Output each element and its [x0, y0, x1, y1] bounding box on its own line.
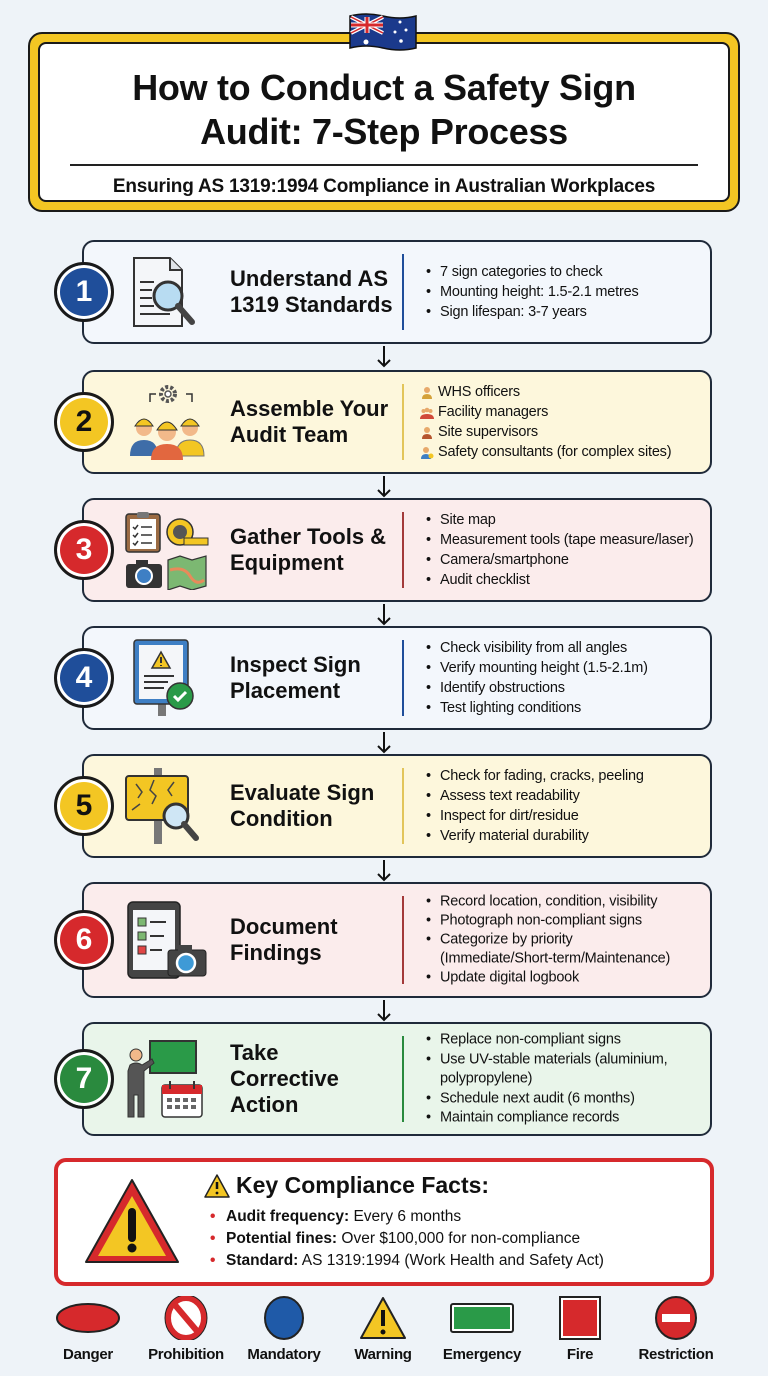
step-number-badge: 5 — [54, 776, 114, 836]
step-divider — [402, 384, 404, 460]
warning-sign-icon — [359, 1296, 407, 1340]
list-item: • Verify material durability — [424, 826, 709, 846]
list-item: • Replace non-compliant signs — [424, 1030, 709, 1050]
step-number-badge: 2 — [54, 392, 114, 452]
legend-item-restriction: Restriction — [626, 1296, 726, 1363]
emergency-sign-icon — [449, 1296, 515, 1340]
list-item: • Measurement tools (tape measure/laser) — [424, 530, 709, 550]
list-item: Safety consultants (for complex sites) — [420, 442, 705, 462]
list-item: • Site map — [424, 510, 709, 530]
list-item: • Inspect for dirt/residue — [424, 806, 709, 826]
arrow-down-icon — [376, 476, 392, 498]
consultant-icon — [420, 445, 434, 459]
title-line-1: How to Conduct a Safety Sign — [132, 67, 636, 108]
legend-item-mandatory: Mandatory — [234, 1296, 334, 1363]
document-magnifier-icon — [124, 252, 210, 332]
list-item: • Potential fines: Over $100,000 for non-compliance — [208, 1228, 604, 1250]
supervisor-icon — [420, 425, 434, 439]
step-5-card — [75, 754, 712, 858]
step-4-card — [75, 626, 712, 730]
list-item: • Check visibility from all angles — [424, 638, 709, 658]
header-banner — [28, 32, 740, 212]
step-number-badge: 1 — [54, 262, 114, 322]
title-line-2: Audit: 7-Step Process — [200, 111, 568, 152]
step-2-card — [75, 370, 712, 474]
step-divider — [402, 640, 404, 716]
tablet-checklist-camera-icon — [124, 900, 210, 980]
prohibition-sign-icon — [164, 1296, 208, 1340]
step-title: Assemble Your Audit Team — [230, 396, 389, 447]
step-title: Understand AS 1319 Standards — [230, 266, 393, 317]
arrow-down-icon — [376, 604, 392, 626]
list-item: • Test lighting conditions — [424, 698, 709, 718]
facts-list — [208, 1206, 604, 1272]
list-item: • Record location, condition, visibility — [424, 893, 709, 912]
list-item: • Mounting height: 1.5-2.1 metres — [424, 282, 709, 302]
list-item: • Categorize by priority (Immediate/Short-term/Maintenance) — [424, 931, 689, 969]
key-compliance-facts — [54, 1158, 714, 1286]
step-bullets — [424, 766, 709, 846]
list-item: • Update digital logbook — [424, 969, 709, 988]
step-divider — [402, 512, 404, 588]
group-icon — [420, 405, 434, 419]
worker-icon — [420, 385, 434, 399]
arrow-down-icon — [376, 1000, 392, 1022]
legend-item-warning: Warning — [333, 1296, 433, 1363]
list-item: • Assess text readability — [424, 786, 709, 806]
step-7-card — [75, 1022, 712, 1136]
list-item: • Photograph non-compliant signs — [424, 912, 709, 931]
small-warning-icon — [204, 1174, 230, 1198]
step-bullets — [424, 510, 709, 590]
step-title: Take Corrective Action — [230, 1040, 339, 1117]
list-item: • Verify mounting height (1.5-2.1m) — [424, 658, 709, 678]
list-item: • Audit frequency: Every 6 months — [208, 1206, 604, 1228]
list-item: • Camera/smartphone — [424, 550, 709, 570]
arrow-down-icon — [376, 346, 392, 368]
step-title: Inspect Sign Placement — [230, 652, 361, 703]
list-item: Facility managers — [420, 402, 705, 422]
step-bullets — [420, 382, 705, 462]
list-item: Site supervisors — [420, 422, 705, 442]
step-bullets — [424, 1030, 709, 1128]
step-divider — [402, 254, 404, 330]
step-title: Gather Tools & Equipment — [230, 524, 387, 575]
arrow-down-icon — [376, 860, 392, 882]
step-bullets — [424, 262, 709, 322]
legend-item-danger: Danger — [38, 1296, 138, 1363]
step-number-badge: 3 — [54, 520, 114, 580]
restriction-sign-icon — [654, 1296, 698, 1340]
cracked-sign-magnifier-icon — [124, 766, 210, 846]
list-item: • Audit checklist — [424, 570, 709, 590]
danger-sign-icon — [55, 1296, 121, 1340]
list-item: • Standard: AS 1319:1994 (Work Health and Safety Act) — [208, 1250, 604, 1272]
fire-sign-icon — [558, 1296, 602, 1340]
arrow-down-icon — [376, 732, 392, 754]
step-bullets — [424, 893, 709, 988]
legend-item-emergency: Emergency — [432, 1296, 532, 1363]
step-bullets — [424, 638, 709, 718]
list-item: WHS officers — [420, 382, 705, 402]
legend-item-prohibition: Prohibition — [136, 1296, 236, 1363]
australia-flag-icon — [348, 12, 418, 52]
list-item: • Check for fading, cracks, peeling — [424, 766, 709, 786]
step-title: Document Findings — [230, 914, 338, 965]
title-divider — [70, 164, 698, 166]
step-number-badge: 7 — [54, 1049, 114, 1109]
team-hardhat-gear-icon — [124, 382, 210, 462]
list-item: • Schedule next audit (6 months) — [424, 1089, 709, 1109]
step-divider — [402, 768, 404, 844]
legend-item-fire: Fire — [530, 1296, 630, 1363]
warning-triangle-icon — [82, 1176, 182, 1268]
step-number-badge: 6 — [54, 910, 114, 970]
list-item: • Maintain compliance records — [424, 1108, 709, 1128]
step-1-card — [75, 240, 712, 344]
page-subtitle: Ensuring AS 1319:1994 Compliance in Australian Workplaces — [112, 176, 656, 197]
person-board-calendar-icon — [124, 1039, 210, 1119]
step-3-card — [75, 498, 712, 602]
list-item: • Sign lifespan: 3-7 years — [424, 302, 709, 322]
list-item: • Use UV-stable materials (aluminium, polypropylene) — [424, 1050, 674, 1089]
step-number-badge: 4 — [54, 648, 114, 708]
facts-title: Key Compliance Facts: — [204, 1172, 489, 1199]
page-title — [40, 66, 728, 154]
tools-clipboard-tape-camera-map-icon — [124, 510, 210, 590]
list-item: • Identify obstructions — [424, 678, 709, 698]
mandatory-sign-icon — [262, 1296, 306, 1340]
sign-check-icon — [124, 638, 210, 718]
sign-category-legend — [0, 1296, 768, 1366]
step-divider — [402, 1036, 404, 1122]
list-item: • 7 sign categories to check — [424, 262, 709, 282]
step-6-card — [75, 882, 712, 998]
step-title: Evaluate Sign Condition — [230, 780, 375, 831]
step-divider — [402, 896, 404, 984]
